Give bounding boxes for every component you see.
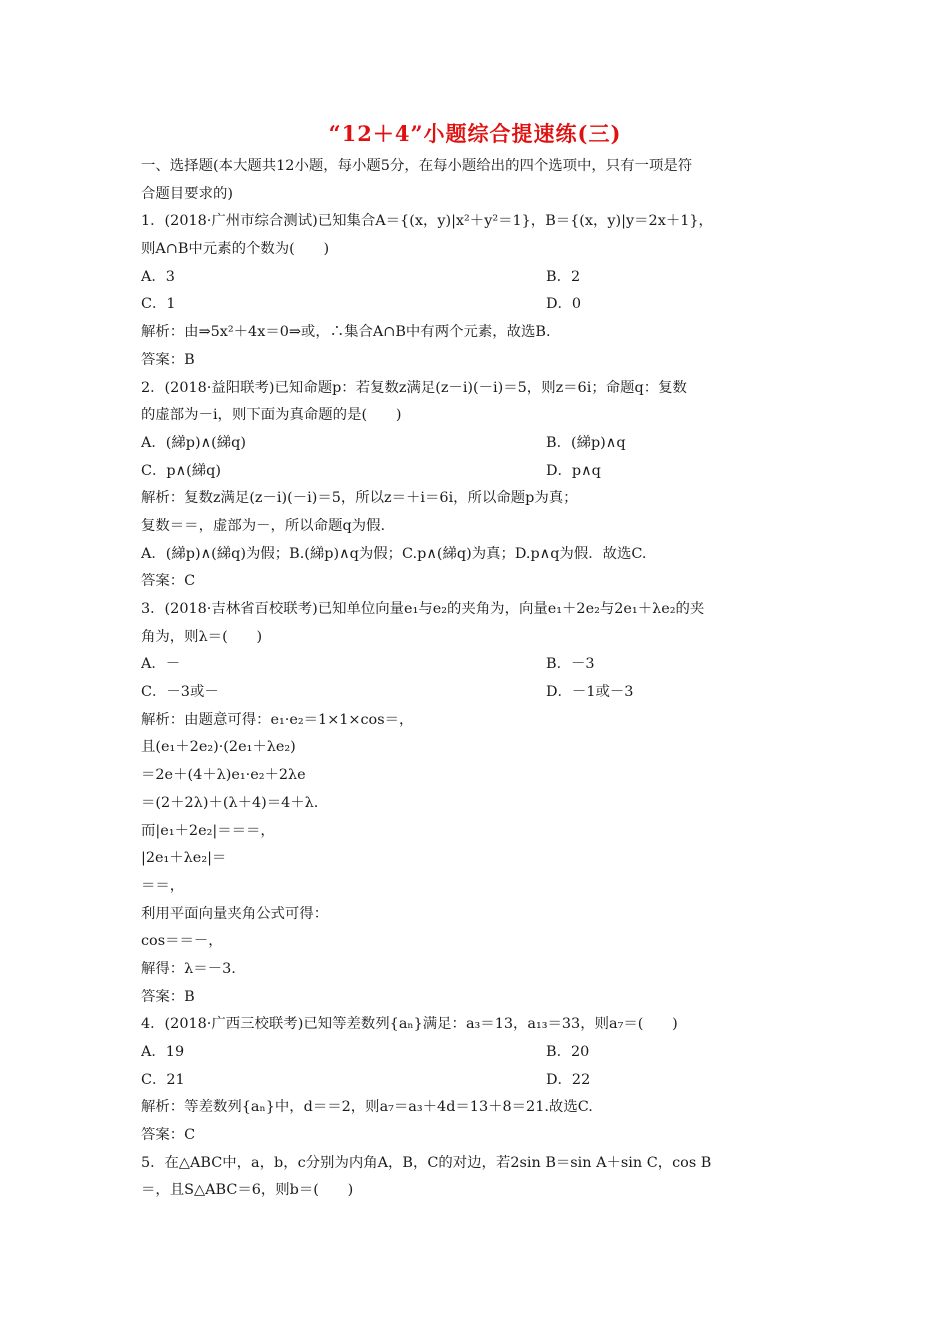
q1-stem-line: 则A∩B中元素的个数为( )	[141, 241, 330, 258]
q1-stem-line: 1．(2018·广州市综合测试)已知集合A＝{(x，y)|x²＋y²＝1}，B＝{(x，y)|y＝2x＋1}，	[141, 213, 713, 230]
q4-stem-line: 4．(2018·广西三校联考)已知等差数列{aₙ}满足：a₃＝13，a₁₃＝33，则a₇＝( )	[141, 1016, 678, 1033]
q2-answer: 答案：C	[141, 573, 196, 590]
q2-option-b: B．(綈p)∧q	[546, 434, 626, 451]
q3-analysis-line: |2e₁＋λe₂|＝	[141, 850, 227, 867]
q2-option-d: D．p∧q	[546, 462, 601, 479]
q4-option-a: A．19	[141, 1044, 185, 1060]
q3-options-row	[141, 679, 811, 707]
q3-analysis-line: 且(e₁＋2e₂)·(2e₁＋λe₂)	[141, 739, 296, 756]
q3-analysis-line: 利用平面向量夹角公式可得：	[141, 905, 329, 922]
q3-analysis-line: ＝2e＋(4＋λ)e₁·e₂＋2λe	[141, 767, 306, 784]
q2-options-row	[141, 458, 811, 486]
q3-option-a: A．－	[141, 656, 181, 673]
q3-option-b: B．－3	[546, 656, 595, 673]
q2-analysis-line: A．(綈p)∧(綈q)为假；B.(綈p)∧q为假；C.p∧(綈q)为真；D.p∧q为假．故选C.	[141, 545, 647, 562]
q3-analysis-line: 解析：由题意可得：e₁·e₂＝1×1×cos＝，	[141, 711, 414, 728]
q1-option-c: C．1	[141, 296, 176, 313]
q1-option-a: A．3	[141, 268, 175, 285]
page-title: “12＋4”小题综合提速练(三)	[328, 121, 622, 146]
q1-option-b: B．2	[546, 268, 581, 285]
q3-analysis-line: ＝＝，	[141, 877, 185, 894]
q1-answer: 答案：B	[141, 351, 195, 368]
section-intro-line: 合题目要求的)	[141, 185, 233, 202]
q3-answer: 答案：B	[141, 988, 195, 1005]
q3-option-c: C．－3或－	[141, 684, 219, 701]
q1-option-d: D．0	[546, 296, 582, 313]
q2-options-row	[141, 430, 811, 458]
q2-option-a: A．(綈p)∧(綈q)	[141, 434, 246, 451]
q1-options-row	[141, 264, 811, 292]
q3-analysis-line: 解得：λ＝－3.	[141, 960, 236, 977]
q4-analysis-line: 解析：等差数列{aₙ}中，d＝＝2，则a₇＝a₃＋4d＝13＋8＝21.故选C.	[141, 1099, 593, 1116]
q4-option-b: B．20	[546, 1044, 590, 1060]
document-body	[141, 153, 811, 1205]
q2-analysis-line: 复数＝＝，虚部为－，所以命题q为假.	[141, 517, 386, 534]
section-intro-line: 一、选择题(本大题共12小题，每小题5分，在每小题给出的四个选项中，只有一项是符	[141, 158, 693, 174]
q3-stem-line: 角为，则λ＝( )	[141, 628, 263, 645]
q2-option-c: C．p∧(綈q)	[141, 462, 221, 479]
q5-stem-line: ＝，且S△ABC＝6，则b＝( )	[141, 1182, 354, 1199]
q4-option-c: C．21	[141, 1071, 185, 1088]
q4-option-d: D．22	[546, 1071, 591, 1088]
q1-options-row	[141, 291, 811, 319]
q5-stem-line: 5．在△ABC中，a，b，c分别为内角A，B，C的对边，若2sin B＝sin A＋sin C，cos B	[141, 1154, 712, 1171]
q1-analysis-line: 解析：由⇒5x²＋4x＝0⇒或，∴集合A∩B中有两个元素，故选B.	[141, 324, 551, 341]
q4-options-row	[141, 1067, 811, 1095]
q3-analysis-line: ＝(2＋2λ)＋(λ＋4)＝4＋λ.	[141, 794, 319, 811]
q3-analysis-line: 而|e₁＋2e₂|＝＝＝，	[141, 822, 275, 839]
q4-options-row	[141, 1039, 811, 1067]
q3-option-d: D．－1或－3	[546, 684, 634, 701]
q2-stem-line: 的虚部为－i，则下面为真命题的是( )	[141, 407, 402, 424]
q2-analysis-line: 解析：复数z满足(z－i)(－i)＝5，所以z＝＋i＝6i，所以命题p为真；	[141, 490, 578, 507]
q3-analysis-line: cos＝＝－，	[141, 933, 223, 950]
q2-stem-line: 2．(2018·益阳联考)已知命题p：若复数z满足(z－i)(－i)＝5，则z＝6i；命题q：复数	[141, 379, 687, 396]
q3-options-row	[141, 651, 811, 679]
q4-answer: 答案：C	[141, 1127, 196, 1144]
q3-stem-line: 3．(2018·吉林省百校联考)已知单位向量e₁与e₂的夹角为，向量e₁＋2e₂与2e₁＋λe₂的夹	[141, 601, 705, 617]
